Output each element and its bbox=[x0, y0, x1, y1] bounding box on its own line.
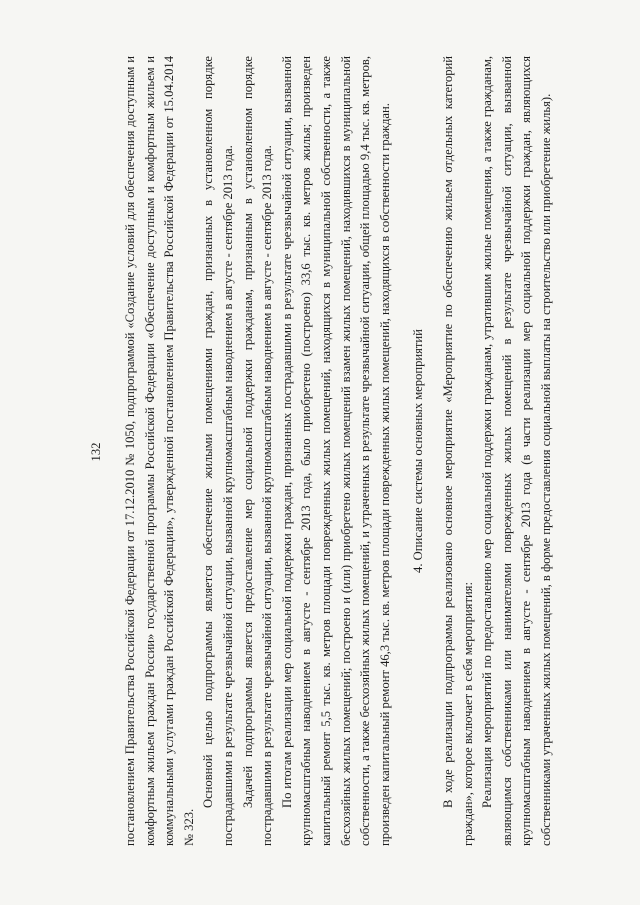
paragraph-main-activity: В ходе реализации подпрограммы реализовано основное мероприятие «Мероприятие по обеспечению жильем отдельных категорий граждан», которое включает в себя мероприятия: bbox=[440, 56, 475, 846]
page-number: 132 bbox=[89, 442, 103, 462]
paragraph-activity-details: Реализация мероприятий по предоставлению мер социальной поддержки гражданам, утратившим жилые помещения, а также гражданам, являющимся собственниками или нанимателями поврежденных жилых помещений в результате чрезвычайной ситуации, вызванной крупномасштабным наводнением в августе - сентябре 2013 года (в части реализации мер социальной поддержки граждан, являющихся собственниками утраченных жилых помещений, в форме предоставления социальной выплаты на строительство или приобретение жилья). bbox=[480, 56, 553, 846]
paragraph-legal-basis: постановлением Правительства Российской Федерации от 17.12.2010 № 1050, подпрограммой «Создание условий для обеспечения доступным и комфортным жильем граждан России» государственной программы Российской Федерации «Обеспечение доступным и комфортным жильем и коммунальными услугами граждан Российской Федерации», утвержденной постановлением Правительства Российской Федерации от 15.04.2014 № 323. bbox=[123, 56, 196, 846]
section-title: 4. Описание системы основных мероприятий bbox=[411, 329, 426, 573]
rotated-page-content bbox=[85, 42, 555, 862]
paragraph-main-goal: Основной целью подпрограммы является обеспечение жилыми помещениями граждан, признанных в установленном порядке пострадавшими в результате чрезвычайной ситуации, вызванной крупномасштабным наводнением в августе - сентябре 2013 года. bbox=[201, 56, 235, 846]
paragraph-task: Задачей подпрограммы является предоставление мер социальной поддержки гражданам, признанным в установленном порядке пострадавшими в результате чрезвычайной ситуации, вызванной крупномасштабным наводнением в августе - сентябре 2013 года. bbox=[240, 56, 275, 846]
paragraph-results: По итогам реализации мер социальной поддержки граждан, признанных пострадавшими в результате чрезвычайной ситуации, вызванной крупномасштабным наводнением в августе - сентябре 2013 года, было приобретено (построено) 33,6 тыс. кв. метров жилья; произведен капитальный ремонт 5,5 тыс. кв. метров площади поврежденных жилых помещений, находящихся в муниципальной собственности, а также бесхозяйных жилых помещений; построено и (или) приобретено жилых помещений взамен жилых помещений, находившихся в муниципальной собственности, а также бесхозяйных жилых помещений, и утраченных в результате чрезвычайной ситуации, общей площадью 9,4 тыс. кв. метров, произведен капитальный ремонт 46,3 тыс. кв. метров площади поврежденных жилых помещений, находящихся в собственности граждан. bbox=[279, 56, 392, 846]
document-body bbox=[121, 56, 556, 846]
